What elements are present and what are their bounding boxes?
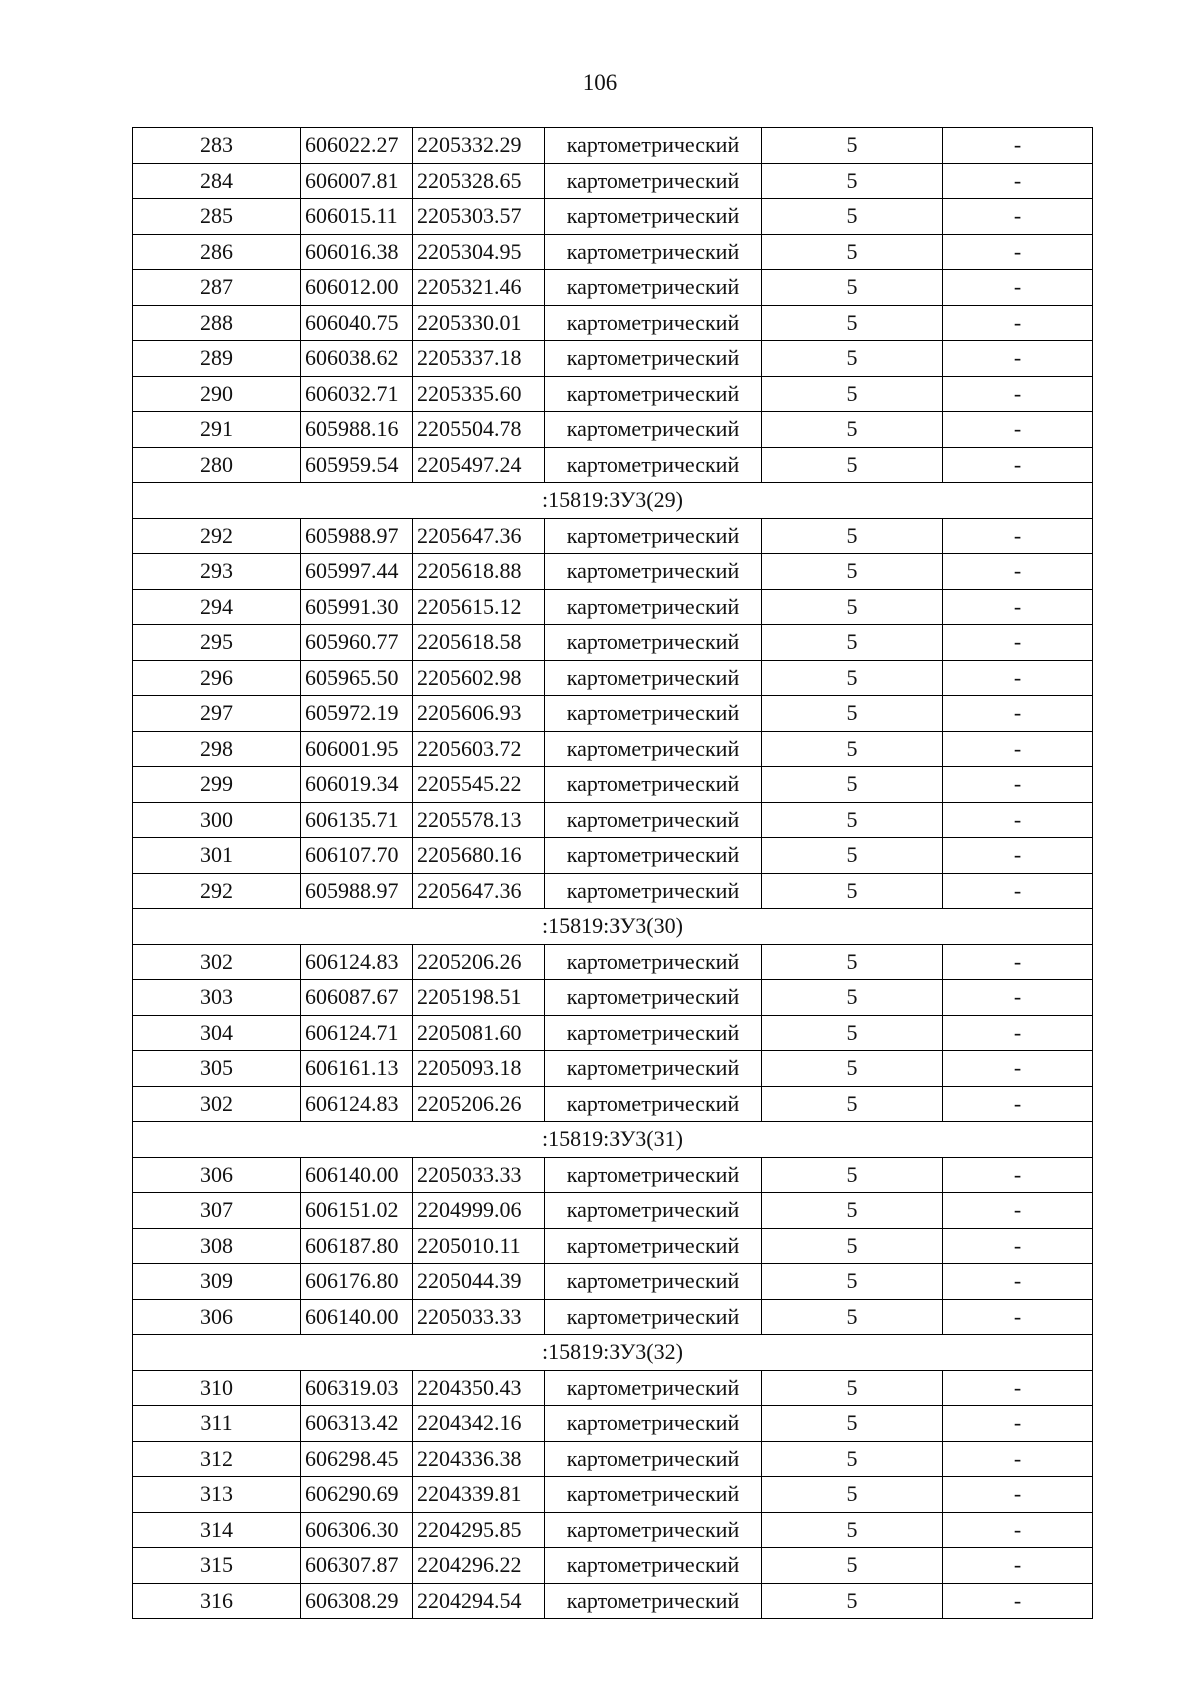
- section-title: :15819:ЗУ3(32): [133, 1335, 1093, 1371]
- point-number-cell: 295: [133, 625, 301, 661]
- accuracy-cell: 5: [762, 1015, 943, 1051]
- accuracy-cell: 5: [762, 1264, 943, 1300]
- note-cell: -: [943, 376, 1093, 412]
- coordinates-table: [132, 127, 1093, 1619]
- accuracy-cell: 5: [762, 518, 943, 554]
- method-cell: картометрический: [545, 1051, 762, 1087]
- method-cell: картометрический: [545, 447, 762, 483]
- x-coordinate-cell: 606087.67: [301, 980, 413, 1016]
- x-coordinate-cell: 606313.42: [301, 1406, 413, 1442]
- x-coordinate-cell: 606107.70: [301, 838, 413, 874]
- method-cell: картометрический: [545, 696, 762, 732]
- y-coordinate-cell: 2205010.11: [413, 1228, 545, 1264]
- point-number-cell: 316: [133, 1583, 301, 1619]
- x-coordinate-cell: 605988.97: [301, 518, 413, 554]
- table-row: [133, 199, 1093, 235]
- table-row: [133, 376, 1093, 412]
- accuracy-cell: 5: [762, 696, 943, 732]
- table-row: [133, 518, 1093, 554]
- point-number-cell: 312: [133, 1441, 301, 1477]
- point-number-cell: 307: [133, 1193, 301, 1229]
- note-cell: -: [943, 1477, 1093, 1513]
- x-coordinate-cell: 606019.34: [301, 767, 413, 803]
- note-cell: -: [943, 802, 1093, 838]
- point-number-cell: 311: [133, 1406, 301, 1442]
- x-coordinate-cell: 606187.80: [301, 1228, 413, 1264]
- y-coordinate-cell: 2205206.26: [413, 1086, 545, 1122]
- x-coordinate-cell: 606161.13: [301, 1051, 413, 1087]
- method-cell: картометрический: [545, 1406, 762, 1442]
- y-coordinate-cell: 2204339.81: [413, 1477, 545, 1513]
- accuracy-cell: 5: [762, 554, 943, 590]
- y-coordinate-cell: 2205680.16: [413, 838, 545, 874]
- note-cell: -: [943, 1157, 1093, 1193]
- section-title: :15819:ЗУ3(31): [133, 1122, 1093, 1158]
- y-coordinate-cell: 2205647.36: [413, 518, 545, 554]
- point-number-cell: 291: [133, 412, 301, 448]
- table-row: [133, 696, 1093, 732]
- point-number-cell: 305: [133, 1051, 301, 1087]
- accuracy-cell: 5: [762, 270, 943, 306]
- coordinates-table-body: [133, 128, 1093, 1619]
- table-row: [133, 1299, 1093, 1335]
- table-row: [133, 447, 1093, 483]
- table-row: [133, 980, 1093, 1016]
- table-row: [133, 1051, 1093, 1087]
- accuracy-cell: 5: [762, 1512, 943, 1548]
- method-cell: картометрический: [545, 1264, 762, 1300]
- point-number-cell: 299: [133, 767, 301, 803]
- method-cell: картометрический: [545, 1228, 762, 1264]
- note-cell: -: [943, 1264, 1093, 1300]
- note-cell: -: [943, 625, 1093, 661]
- section-header-row: [133, 1122, 1093, 1158]
- note-cell: -: [943, 1015, 1093, 1051]
- y-coordinate-cell: 2205304.95: [413, 234, 545, 270]
- y-coordinate-cell: 2205647.36: [413, 873, 545, 909]
- x-coordinate-cell: 606001.95: [301, 731, 413, 767]
- y-coordinate-cell: 2204350.43: [413, 1370, 545, 1406]
- x-coordinate-cell: 606015.11: [301, 199, 413, 235]
- y-coordinate-cell: 2205198.51: [413, 980, 545, 1016]
- point-number-cell: 315: [133, 1548, 301, 1584]
- accuracy-cell: 5: [762, 447, 943, 483]
- y-coordinate-cell: 2205303.57: [413, 199, 545, 235]
- note-cell: -: [943, 270, 1093, 306]
- y-coordinate-cell: 2205321.46: [413, 270, 545, 306]
- y-coordinate-cell: 2205606.93: [413, 696, 545, 732]
- point-number-cell: 285: [133, 199, 301, 235]
- table-row: [133, 944, 1093, 980]
- note-cell: -: [943, 589, 1093, 625]
- note-cell: -: [943, 731, 1093, 767]
- method-cell: картометрический: [545, 412, 762, 448]
- point-number-cell: 301: [133, 838, 301, 874]
- accuracy-cell: 5: [762, 944, 943, 980]
- point-number-cell: 284: [133, 163, 301, 199]
- point-number-cell: 304: [133, 1015, 301, 1051]
- y-coordinate-cell: 2205206.26: [413, 944, 545, 980]
- table-row: [133, 1512, 1093, 1548]
- note-cell: -: [943, 838, 1093, 874]
- note-cell: -: [943, 1370, 1093, 1406]
- x-coordinate-cell: 606135.71: [301, 802, 413, 838]
- y-coordinate-cell: 2204336.38: [413, 1441, 545, 1477]
- method-cell: картометрический: [545, 1157, 762, 1193]
- x-coordinate-cell: 606124.83: [301, 944, 413, 980]
- accuracy-cell: 5: [762, 1157, 943, 1193]
- y-coordinate-cell: 2204999.06: [413, 1193, 545, 1229]
- accuracy-cell: 5: [762, 1477, 943, 1513]
- table-row: [133, 1264, 1093, 1300]
- table-row: [133, 412, 1093, 448]
- method-cell: картометрический: [545, 1477, 762, 1513]
- y-coordinate-cell: 2205615.12: [413, 589, 545, 625]
- table-row: [133, 660, 1093, 696]
- x-coordinate-cell: 605959.54: [301, 447, 413, 483]
- section-header-row: [133, 1335, 1093, 1371]
- x-coordinate-cell: 606140.00: [301, 1157, 413, 1193]
- x-coordinate-cell: 605972.19: [301, 696, 413, 732]
- note-cell: -: [943, 1299, 1093, 1335]
- method-cell: картометрический: [545, 518, 762, 554]
- x-coordinate-cell: 606124.71: [301, 1015, 413, 1051]
- table-row: [133, 1406, 1093, 1442]
- y-coordinate-cell: 2205618.58: [413, 625, 545, 661]
- point-number-cell: 297: [133, 696, 301, 732]
- y-coordinate-cell: 2205603.72: [413, 731, 545, 767]
- table-row: [133, 1441, 1093, 1477]
- table-row: [133, 1086, 1093, 1122]
- note-cell: -: [943, 873, 1093, 909]
- note-cell: -: [943, 305, 1093, 341]
- method-cell: картометрический: [545, 341, 762, 377]
- method-cell: картометрический: [545, 305, 762, 341]
- x-coordinate-cell: 606040.75: [301, 305, 413, 341]
- note-cell: -: [943, 1512, 1093, 1548]
- note-cell: -: [943, 234, 1093, 270]
- accuracy-cell: 5: [762, 1548, 943, 1584]
- y-coordinate-cell: 2205335.60: [413, 376, 545, 412]
- note-cell: -: [943, 1193, 1093, 1229]
- x-coordinate-cell: 606007.81: [301, 163, 413, 199]
- method-cell: картометрический: [545, 660, 762, 696]
- accuracy-cell: 5: [762, 1406, 943, 1442]
- accuracy-cell: 5: [762, 1583, 943, 1619]
- point-number-cell: 293: [133, 554, 301, 590]
- point-number-cell: 298: [133, 731, 301, 767]
- table-row: [133, 128, 1093, 164]
- point-number-cell: 289: [133, 341, 301, 377]
- accuracy-cell: 5: [762, 412, 943, 448]
- accuracy-cell: 5: [762, 234, 943, 270]
- point-number-cell: 280: [133, 447, 301, 483]
- accuracy-cell: 5: [762, 1086, 943, 1122]
- accuracy-cell: 5: [762, 980, 943, 1016]
- note-cell: -: [943, 1406, 1093, 1442]
- x-coordinate-cell: 606140.00: [301, 1299, 413, 1335]
- y-coordinate-cell: 2205337.18: [413, 341, 545, 377]
- note-cell: -: [943, 1441, 1093, 1477]
- note-cell: -: [943, 412, 1093, 448]
- y-coordinate-cell: 2205033.33: [413, 1299, 545, 1335]
- y-coordinate-cell: 2204294.54: [413, 1583, 545, 1619]
- y-coordinate-cell: 2204295.85: [413, 1512, 545, 1548]
- accuracy-cell: 5: [762, 731, 943, 767]
- table-row: [133, 1477, 1093, 1513]
- method-cell: картометрический: [545, 1370, 762, 1406]
- accuracy-cell: 5: [762, 1228, 943, 1264]
- x-coordinate-cell: 605997.44: [301, 554, 413, 590]
- x-coordinate-cell: 605991.30: [301, 589, 413, 625]
- x-coordinate-cell: 606012.00: [301, 270, 413, 306]
- accuracy-cell: 5: [762, 767, 943, 803]
- method-cell: картометрический: [545, 589, 762, 625]
- note-cell: -: [943, 660, 1093, 696]
- method-cell: картометрический: [545, 1015, 762, 1051]
- point-number-cell: 302: [133, 944, 301, 980]
- section-header-row: [133, 483, 1093, 519]
- note-cell: -: [943, 1228, 1093, 1264]
- method-cell: картометрический: [545, 1583, 762, 1619]
- note-cell: -: [943, 1086, 1093, 1122]
- x-coordinate-cell: 606308.29: [301, 1583, 413, 1619]
- y-coordinate-cell: 2205081.60: [413, 1015, 545, 1051]
- accuracy-cell: 5: [762, 376, 943, 412]
- point-number-cell: 296: [133, 660, 301, 696]
- table-row: [133, 305, 1093, 341]
- method-cell: картометрический: [545, 873, 762, 909]
- accuracy-cell: 5: [762, 873, 943, 909]
- point-number-cell: 306: [133, 1299, 301, 1335]
- accuracy-cell: 5: [762, 163, 943, 199]
- point-number-cell: 286: [133, 234, 301, 270]
- x-coordinate-cell: 605960.77: [301, 625, 413, 661]
- y-coordinate-cell: 2205330.01: [413, 305, 545, 341]
- point-number-cell: 288: [133, 305, 301, 341]
- accuracy-cell: 5: [762, 1370, 943, 1406]
- table-row: [133, 873, 1093, 909]
- y-coordinate-cell: 2205328.65: [413, 163, 545, 199]
- accuracy-cell: 5: [762, 1441, 943, 1477]
- note-cell: -: [943, 767, 1093, 803]
- point-number-cell: 292: [133, 518, 301, 554]
- x-coordinate-cell: 606151.02: [301, 1193, 413, 1229]
- y-coordinate-cell: 2204296.22: [413, 1548, 545, 1584]
- table-row: [133, 1583, 1093, 1619]
- method-cell: картометрический: [545, 980, 762, 1016]
- x-coordinate-cell: 606306.30: [301, 1512, 413, 1548]
- table-row: [133, 1370, 1093, 1406]
- x-coordinate-cell: 606022.27: [301, 128, 413, 164]
- method-cell: картометрический: [545, 1548, 762, 1584]
- method-cell: картометрический: [545, 1512, 762, 1548]
- table-row: [133, 554, 1093, 590]
- accuracy-cell: 5: [762, 660, 943, 696]
- table-row: [133, 234, 1093, 270]
- table-row: [133, 802, 1093, 838]
- x-coordinate-cell: 606032.71: [301, 376, 413, 412]
- section-title: :15819:ЗУ3(29): [133, 483, 1093, 519]
- note-cell: -: [943, 1583, 1093, 1619]
- accuracy-cell: 5: [762, 341, 943, 377]
- point-number-cell: 308: [133, 1228, 301, 1264]
- y-coordinate-cell: 2205093.18: [413, 1051, 545, 1087]
- table-row: [133, 1157, 1093, 1193]
- y-coordinate-cell: 2205332.29: [413, 128, 545, 164]
- note-cell: -: [943, 1051, 1093, 1087]
- y-coordinate-cell: 2205033.33: [413, 1157, 545, 1193]
- point-number-cell: 294: [133, 589, 301, 625]
- table-row: [133, 163, 1093, 199]
- x-coordinate-cell: 605988.97: [301, 873, 413, 909]
- x-coordinate-cell: 606298.45: [301, 1441, 413, 1477]
- x-coordinate-cell: 606038.62: [301, 341, 413, 377]
- accuracy-cell: 5: [762, 305, 943, 341]
- x-coordinate-cell: 606290.69: [301, 1477, 413, 1513]
- point-number-cell: 292: [133, 873, 301, 909]
- method-cell: картометрический: [545, 1086, 762, 1122]
- accuracy-cell: 5: [762, 1299, 943, 1335]
- note-cell: -: [943, 1548, 1093, 1584]
- note-cell: -: [943, 554, 1093, 590]
- x-coordinate-cell: 606124.83: [301, 1086, 413, 1122]
- x-coordinate-cell: 606016.38: [301, 234, 413, 270]
- method-cell: картометрический: [545, 554, 762, 590]
- accuracy-cell: 5: [762, 199, 943, 235]
- accuracy-cell: 5: [762, 838, 943, 874]
- page-number: 106: [582, 70, 618, 95]
- table-row: [133, 625, 1093, 661]
- x-coordinate-cell: 606307.87: [301, 1548, 413, 1584]
- point-number-cell: 310: [133, 1370, 301, 1406]
- y-coordinate-cell: 2205504.78: [413, 412, 545, 448]
- accuracy-cell: 5: [762, 589, 943, 625]
- method-cell: картометрический: [545, 944, 762, 980]
- accuracy-cell: 5: [762, 802, 943, 838]
- note-cell: -: [943, 199, 1093, 235]
- table-row: [133, 1015, 1093, 1051]
- y-coordinate-cell: 2205545.22: [413, 767, 545, 803]
- accuracy-cell: 5: [762, 1051, 943, 1087]
- y-coordinate-cell: 2205578.13: [413, 802, 545, 838]
- point-number-cell: 303: [133, 980, 301, 1016]
- method-cell: картометрический: [545, 625, 762, 661]
- note-cell: -: [943, 696, 1093, 732]
- section-header-row: [133, 909, 1093, 945]
- table-row: [133, 1228, 1093, 1264]
- accuracy-cell: 5: [762, 128, 943, 164]
- point-number-cell: 287: [133, 270, 301, 306]
- x-coordinate-cell: 606176.80: [301, 1264, 413, 1300]
- method-cell: картометрический: [545, 767, 762, 803]
- table-row: [133, 1548, 1093, 1584]
- point-number-cell: 313: [133, 1477, 301, 1513]
- method-cell: картометрический: [545, 163, 762, 199]
- point-number-cell: 283: [133, 128, 301, 164]
- table-row: [133, 731, 1093, 767]
- y-coordinate-cell: 2205044.39: [413, 1264, 545, 1300]
- point-number-cell: 290: [133, 376, 301, 412]
- y-coordinate-cell: 2205602.98: [413, 660, 545, 696]
- section-title: :15819:ЗУ3(30): [133, 909, 1093, 945]
- point-number-cell: 314: [133, 1512, 301, 1548]
- method-cell: картометрический: [545, 1193, 762, 1229]
- method-cell: картометрический: [545, 199, 762, 235]
- x-coordinate-cell: 605988.16: [301, 412, 413, 448]
- method-cell: картометрический: [545, 1441, 762, 1477]
- x-coordinate-cell: 605965.50: [301, 660, 413, 696]
- y-coordinate-cell: 2204342.16: [413, 1406, 545, 1442]
- note-cell: -: [943, 128, 1093, 164]
- note-cell: -: [943, 163, 1093, 199]
- accuracy-cell: 5: [762, 625, 943, 661]
- method-cell: картометрический: [545, 376, 762, 412]
- note-cell: -: [943, 518, 1093, 554]
- method-cell: картометрический: [545, 270, 762, 306]
- table-row: [133, 1193, 1093, 1229]
- point-number-cell: 302: [133, 1086, 301, 1122]
- method-cell: картометрический: [545, 1299, 762, 1335]
- accuracy-cell: 5: [762, 1193, 943, 1229]
- table-row: [133, 341, 1093, 377]
- method-cell: картометрический: [545, 838, 762, 874]
- table-row: [133, 838, 1093, 874]
- y-coordinate-cell: 2205618.88: [413, 554, 545, 590]
- method-cell: картометрический: [545, 128, 762, 164]
- x-coordinate-cell: 606319.03: [301, 1370, 413, 1406]
- table-row: [133, 270, 1093, 306]
- method-cell: картометрический: [545, 731, 762, 767]
- note-cell: -: [943, 980, 1093, 1016]
- point-number-cell: 306: [133, 1157, 301, 1193]
- note-cell: -: [943, 447, 1093, 483]
- method-cell: картометрический: [545, 234, 762, 270]
- point-number-cell: 309: [133, 1264, 301, 1300]
- table-row: [133, 589, 1093, 625]
- method-cell: картометрический: [545, 802, 762, 838]
- point-number-cell: 300: [133, 802, 301, 838]
- y-coordinate-cell: 2205497.24: [413, 447, 545, 483]
- note-cell: -: [943, 944, 1093, 980]
- table-row: [133, 767, 1093, 803]
- note-cell: -: [943, 341, 1093, 377]
